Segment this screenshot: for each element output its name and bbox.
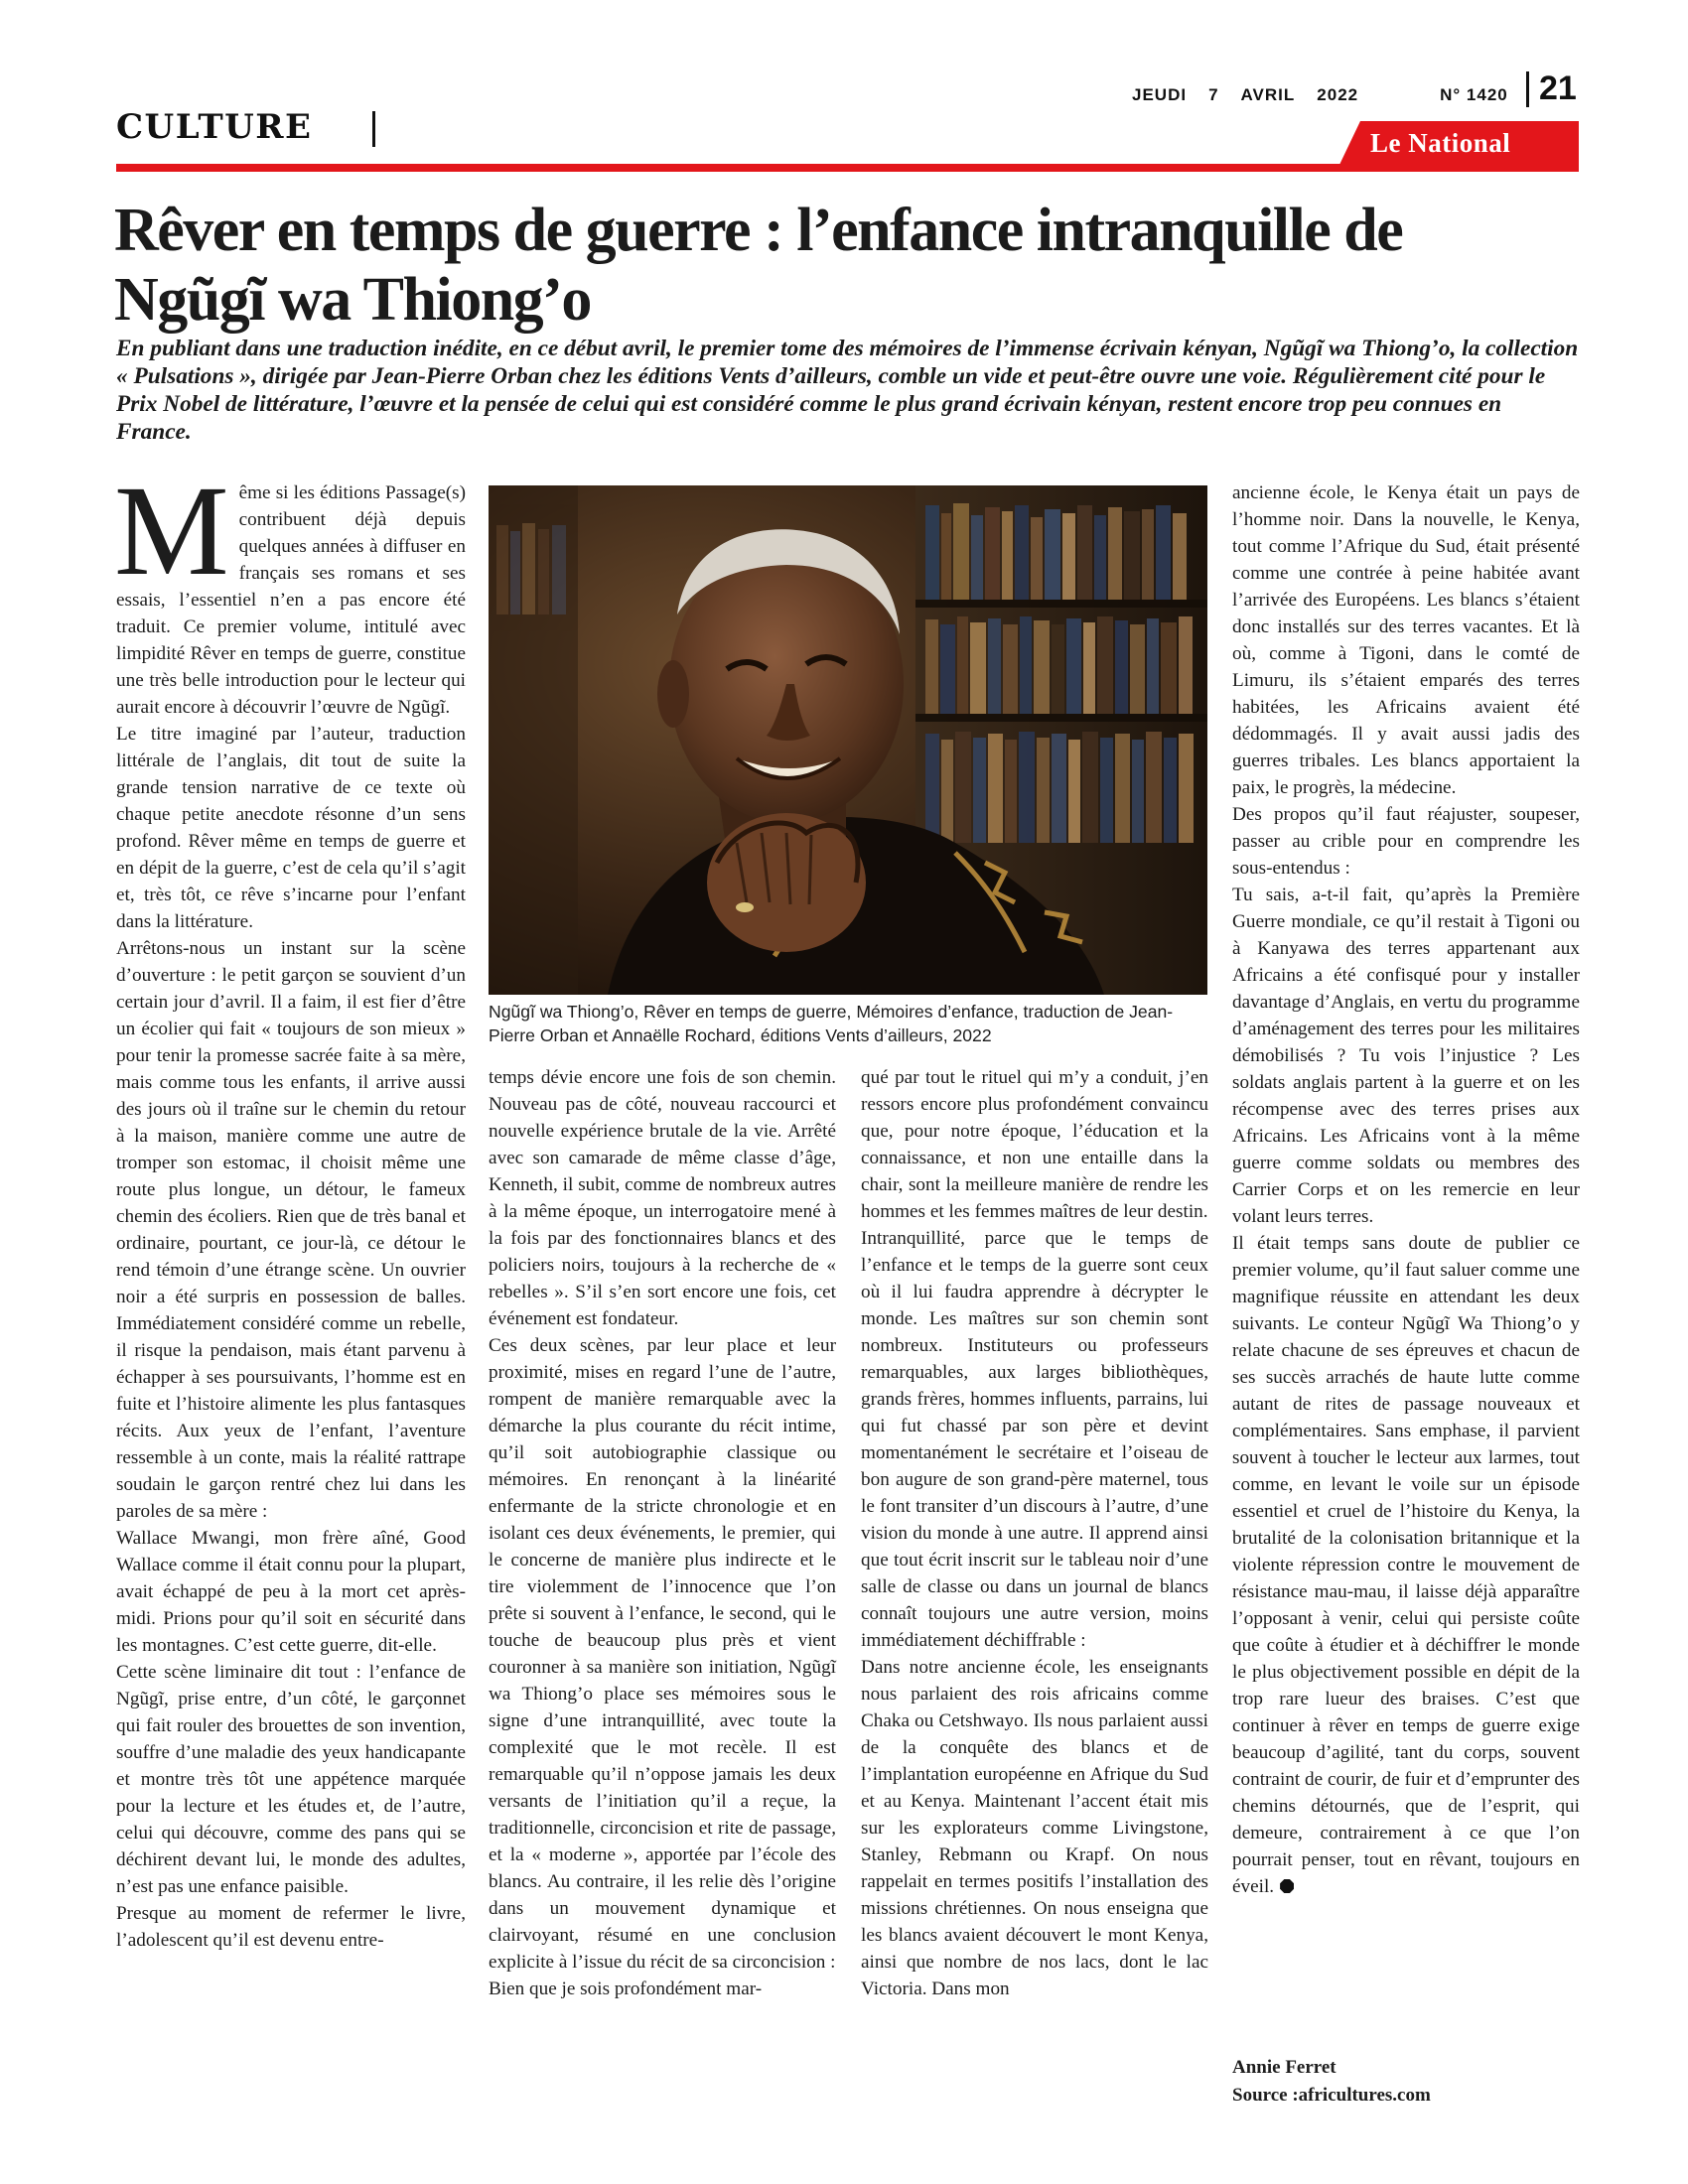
header-rule bbox=[116, 164, 1579, 172]
article-column-3 bbox=[861, 1064, 1208, 2002]
paragraph: Wallace Mwangi, mon frère aîné, Good Wallace comme il était connu pour la plupart, avait échappé de peu à la mort cet après-midi. Prions pour qu’il soit en sécurité dans les montagnes. C’est cette guerre, dit-elle. bbox=[116, 1528, 466, 1656]
paragraph-text: Il était temps sans doute de publier ce premier volume, qu’il faut saluer comme une magnifique réussite en attendant les deux suivants. Le conteur Ngũgĩ Wa Thiong’o y relate chacune de ses épreuves et chacun de ses succès arrachés de haute lutte comme autant de rites de passage nouveaux et complémentaires. Sans emphase, il parvient souvent à toucher le lecteur aux larmes, tout comme, en levant le voile sur un épisode essentiel et cruel de l’histoire du Kenya, la brutalité de la colonisation britannique et la violente répression contre le mouvement de résistance mau-mau, il laisse déjà apparaître l’opposant à venir, celui qui persiste coûte que coûte à étudier et à déchiffrer le monde le plus objectivement possible en dépit de la trop rare lueur des braises. C’est que continuer à rêver en temps de guerre exige beaucoup d’agilité, tant du corps, souvent contraint de courir, de fuir et d’emprunter des chemins détournés, que de l’esprit, qui demeure, contrairement à ce que l’on pourrait penser, tout en rêvant, toujours en éveil. bbox=[1232, 1233, 1580, 1897]
issue-date-line bbox=[1132, 85, 1508, 105]
paragraph: qué par tout le rituel qui m’y a conduit, j’en ressors encore plus profondément convaincu que, pour notre époque, l’éducation et la connaissance, et non une entaille dans la chair, sont la meilleure manière de rendre les hommes et les femmes maîtres de leur destin. bbox=[861, 1067, 1208, 1222]
end-of-article-icon bbox=[1280, 1879, 1294, 1893]
article-source: Source :africultures.com bbox=[1232, 2085, 1431, 2106]
issue-number: N° 1420 bbox=[1440, 85, 1508, 104]
year: 2022 bbox=[1317, 85, 1359, 104]
paragraph: Dans notre ancienne école, les enseignants nous parlaient des rois africains comme Chaka ou Cetshwayo. Ils nous parlaient aussi de la conquête des blancs et de l’implantation européenne en Afrique du Sud et au Kenya. Maintenant l’accent était mis sur les explorateurs comme Livingstone, Stanley, Rebmann ou Krapf. On nous rappelait en termes positifs l’installation des missions chrétiennes. On nous enseigna que les blancs avaient découvert le mont Kenya, ainsi que nombre de nos lacs, dont le lac Victoria. Dans mon bbox=[861, 1657, 1208, 1999]
month: AVRIL bbox=[1240, 85, 1296, 104]
drop-cap: M bbox=[114, 460, 229, 603]
day: 7 bbox=[1208, 85, 1219, 104]
article-column-2 bbox=[489, 1064, 836, 2002]
author-photo bbox=[489, 485, 1207, 995]
section-title: CULTURE bbox=[116, 107, 313, 147]
headline-line-2: Ngũgĩ wa Thiong’o bbox=[114, 266, 591, 334]
section-divider bbox=[372, 111, 375, 147]
paragraph bbox=[114, 460, 466, 721]
paragraph: ancienne école, le Kenya était un pays de l’homme noir. Dans la nouvelle, le Kenya, tout comme l’Afrique du Sud, était présenté comme une contrée à peine habitée avant l’arrivée des Européens. Les blancs s’étaient donc installés sur des terres vacantes. Et là où, comme à Tigoni, dans le comté de Limuru, ils s’étaient emparés des terres habitées, les Africains avaient été dédommagés. Il y avait aussi jadis des guerres tribales. Les blancs apportaient la paix, le progrès, la médecine. bbox=[1232, 482, 1580, 798]
paragraph: Tu sais, a-t-il fait, qu’après la Première Guerre mondiale, ce qu’il restait à Tigoni ou à Kanyawa des terres appartenant aux Africains a été confisqué pour y installer davantage d’Anglais, en vertu du programme d’aménagement des terres pour les militaires démobilisés ? Tu vois l’injustice ? Les soldats anglais partent à la guerre et on les récompense avec des terres prises aux Africains. Les Africains vont à la même guerre comme soldats ou membres des Carrier Corps et on les remercie en leur volant leurs terres. bbox=[1232, 885, 1580, 1227]
article-column-4 bbox=[1232, 479, 1580, 1900]
article-lede: En publiant dans une traduction inédite, en ce début avril, le premier tome des mémoires de l’immense écrivain kényan, Ngũgĩ wa Thiong’o, la collection « Pulsations », dirigée par Jean-Pierre Orban chez les éditions Vents d’ailleurs, comble un vide et peut-être ouvre une voie. Régulièrement cité pour le Prix Nobel de littérature, l’œuvre et la pensée de celui qui est considéré comme le plus grand écrivain kényan, restent encore trop peu connues en France. bbox=[116, 336, 1579, 445]
portrait-illustration bbox=[489, 485, 1207, 995]
paragraph: Intranquillité, parce que le temps de l’enfance et le temps de la guerre sont ceux où il lui faudra apprendre à décrypter le monde. Les maîtres sur son chemin sont nombreux. Instituteurs ou professeurs remarquables, aux larges bibliothèques, grands frères, hommes influents, parrains, lui qui fut chassé par son père et devint momentanément le secrétaire et l’oiseau de bon augure de son grand-père maternel, tous le font transiter d’un discours à l’autre, d’une vision du monde à une autre. Il apprend ainsi que tout écrit inscrit sur le tableau noir d’une salle de classe ou dans un journal de blancs connaît toujours une autre version, moins immédiatement déchiffrable : bbox=[861, 1228, 1208, 1651]
paragraph: Bien que je sois profondément mar- bbox=[489, 1979, 763, 1999]
paragraph: Ces deux scènes, par leur place et leur proximité, mises en regard l’une de l’autre, rompent de manière remarquable avec la démarche la plus courante du récit intime, qu’il soit autobiographie classique ou mémoires. En renonçant à la linéarité enfermante de la stricte chronologie et en isolant ces deux événements, le premier, qui le concerne de manière plus indirecte et le tire violemment de l’innocence que l’on prête si souvent à l’enfance, le second, qui le touche de beaucoup plus près et vient couronner à sa manière son initiation, Ngũgĩ wa Thiong’o place ses mémoires sous le signe d’une intranquillité, avec toute la complexité que le mot recèle. Il est remarquable qu’il n’oppose jamais les deux versants de l’initiation qu’il a reçue, la traditionnelle, circoncision et rite de passage, et la « moderne », apportée par l’école des blancs. Au contraire, il les relie dès l’origine dans un mouvement dynamique et clairvoyant, résumé en une conclusion explicite à l’issue du récit de sa circoncision : bbox=[489, 1335, 836, 1973]
paragraph-text: ême si les éditions Passage(s) contribuent déjà depuis quelques années à diffuser en français ses romans et ses essais, l’essentiel n’en a pas encore été traduit. Ce premier volume, intitulé avec limpidité Rêver en temps de guerre, constitue une très belle introduction pour le lecteur qui aurait encore à découvrir l’œuvre de Ngũgĩ. bbox=[116, 482, 466, 718]
paragraph bbox=[1232, 1230, 1580, 1900]
page-number-divider bbox=[1526, 71, 1529, 107]
article-author: Annie Ferret bbox=[1232, 2057, 1336, 2078]
brand-name: Le National bbox=[1370, 128, 1511, 158]
paragraph: temps dévie encore une fois de son chemin. Nouveau pas de côté, nouveau raccourci et nouvelle expérience brutale de la vie. Arrêté avec son camarade de même classe d’âge, Kenneth, il subit, comme de nombreux autres à la même époque, un interrogatoire mené à la fois par des fonctionnaires blancs et des policiers noirs, toujours à la recherche de « rebelles ». S’il s’en sort encore une fois, cet événement est fondateur. bbox=[489, 1067, 836, 1329]
paragraph: Cette scène liminaire dit tout : l’enfance de Ngũgĩ, prise entre, d’un côté, le garçonnet qui fait rouler des brouettes de son invention, souffre d’une maladie des yeux handicapante et montre très tôt une appétence marquée pour la lecture et les études et, de l’autre, celui qui découvre, comme des pans qui se déchirent devant lui, le monde des adultes, n’est pas une enfance paisible. bbox=[116, 1662, 466, 1897]
paragraph: Arrêtons-nous un instant sur la scène d’ouverture : le petit garçon se souvient d’un certain jour d’avril. Il a faim, il est fier d’être un écolier qui fait « toujours de son mieux » pour tenir la promesse sacrée faite à sa mère, mais comme tous les enfants, il arrive aussi des jours où il traîne sur le chemin du retour à la maison, manière comme une autre de tromper son estomac, il choisit même une route plus longue, un détour, le fameux chemin des écoliers. Rien que de très banal et ordinaire, pourtant, ce jour-là, ce détour le rend témoin d’une étrange scène. Un ouvrier noir a été surpris en possession de balles. Immédiatement considéré comme un rebelle, il risque la pendaison, mais étant parvenu à échapper à ses poursuivants, l’homme est en fuite et l’histoire alimente les plus fantasques récits. Aux yeux de l’enfant, l’aventure ressemble à un conte, mais la réalité rattrape soudain le garçon rentré chez lui dans les paroles de sa mère : bbox=[116, 938, 466, 1522]
article-column-1 bbox=[114, 460, 466, 1954]
headline-line-1: Rêver en temps de guerre : l’enfance intranquille de bbox=[114, 197, 1403, 264]
paragraph: Le titre imaginé par l’auteur, traduction littérale de l’anglais, dit tout de suite la grande tension narrative de ce texte où chaque petite anecdote résonne d’un sens profond. Rêver même en temps de guerre et en dépit de la guerre, c’est de cela qu’il s’agit et, très tôt, ce rêve s’incarne pour l’enfant dans la littérature. bbox=[116, 724, 466, 932]
page-number: 21 bbox=[1539, 69, 1577, 107]
article-headline bbox=[114, 196, 1584, 335]
paragraph: Des propos qu’il faut réajuster, soupeser, passer au crible pour en comprendre les sous-entendus : bbox=[1232, 804, 1580, 879]
paragraph: Presque au moment de refermer le livre, l’adolescent qu’il est devenu entre- bbox=[116, 1903, 466, 1951]
photo-caption: Ngũgĩ wa Thiong’o, Rêver en temps de guerre, Mémoires d’enfance, traduction de Jean-Pierre Orban et Annaëlle Rochard, éditions Vents d’ailleurs, 2022 bbox=[489, 1002, 1174, 1045]
weekday: JEUDI bbox=[1132, 85, 1188, 104]
